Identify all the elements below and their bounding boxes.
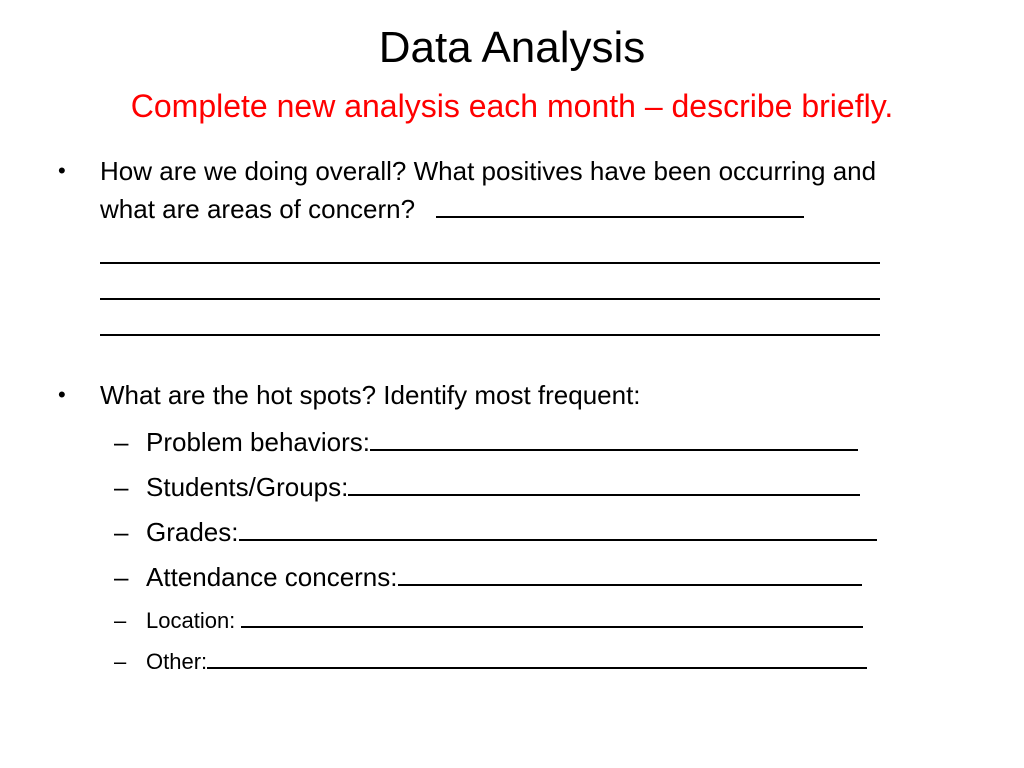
hot-spot-attendance: [114, 555, 898, 600]
answer-line[interactable]: [348, 472, 860, 496]
answer-line[interactable]: [239, 517, 877, 541]
hot-spot-label: Location:: [146, 608, 242, 633]
question-hot-spots-text: What are the hot spots? Identify most frequent:: [100, 380, 641, 410]
question-list: [58, 152, 898, 682]
dash-icon: –: [114, 562, 129, 592]
hot-spot-label: Grades:: [146, 517, 239, 547]
answer-line-1[interactable]: [100, 228, 880, 264]
hot-spot-grades: [114, 510, 898, 555]
dash-icon: –: [114, 427, 129, 457]
slide-subtitle: Complete new analysis each month – describe briefly.: [130, 88, 894, 124]
answer-line-2[interactable]: [100, 264, 880, 300]
answer-line[interactable]: [241, 604, 863, 628]
question-overall: [58, 152, 898, 336]
hot-spot-location: [114, 600, 898, 641]
hot-spot-label: Other:: [146, 649, 208, 674]
hot-spot-label: Attendance concerns:: [146, 562, 398, 592]
slide-title: Data Analysis: [378, 23, 646, 72]
hot-spot-other: [114, 641, 898, 682]
bullet-icon: •: [58, 382, 66, 407]
answer-line-inline[interactable]: [436, 190, 804, 218]
hot-spot-label: Problem behaviors:: [146, 427, 370, 457]
question-hot-spots: [58, 376, 898, 414]
dash-icon: –: [114, 517, 129, 547]
question-overall-text: How are we doing overall? What positives have been occurring and what are areas of concern?: [100, 156, 877, 224]
answer-line-3[interactable]: [100, 300, 880, 336]
spacer: [58, 336, 898, 376]
answer-line[interactable]: [370, 427, 858, 451]
dash-icon: –: [114, 608, 127, 633]
dash-icon: –: [114, 472, 129, 502]
hot-spot-list: [58, 420, 898, 682]
hot-spot-label: Students/Groups:: [146, 472, 349, 502]
answer-line[interactable]: [207, 645, 867, 669]
hot-spot-students-groups: [114, 465, 898, 510]
answer-line[interactable]: [398, 562, 862, 586]
dash-icon: –: [114, 649, 127, 674]
hot-spot-problem-behaviors: [114, 420, 898, 465]
bullet-icon: •: [58, 158, 66, 183]
